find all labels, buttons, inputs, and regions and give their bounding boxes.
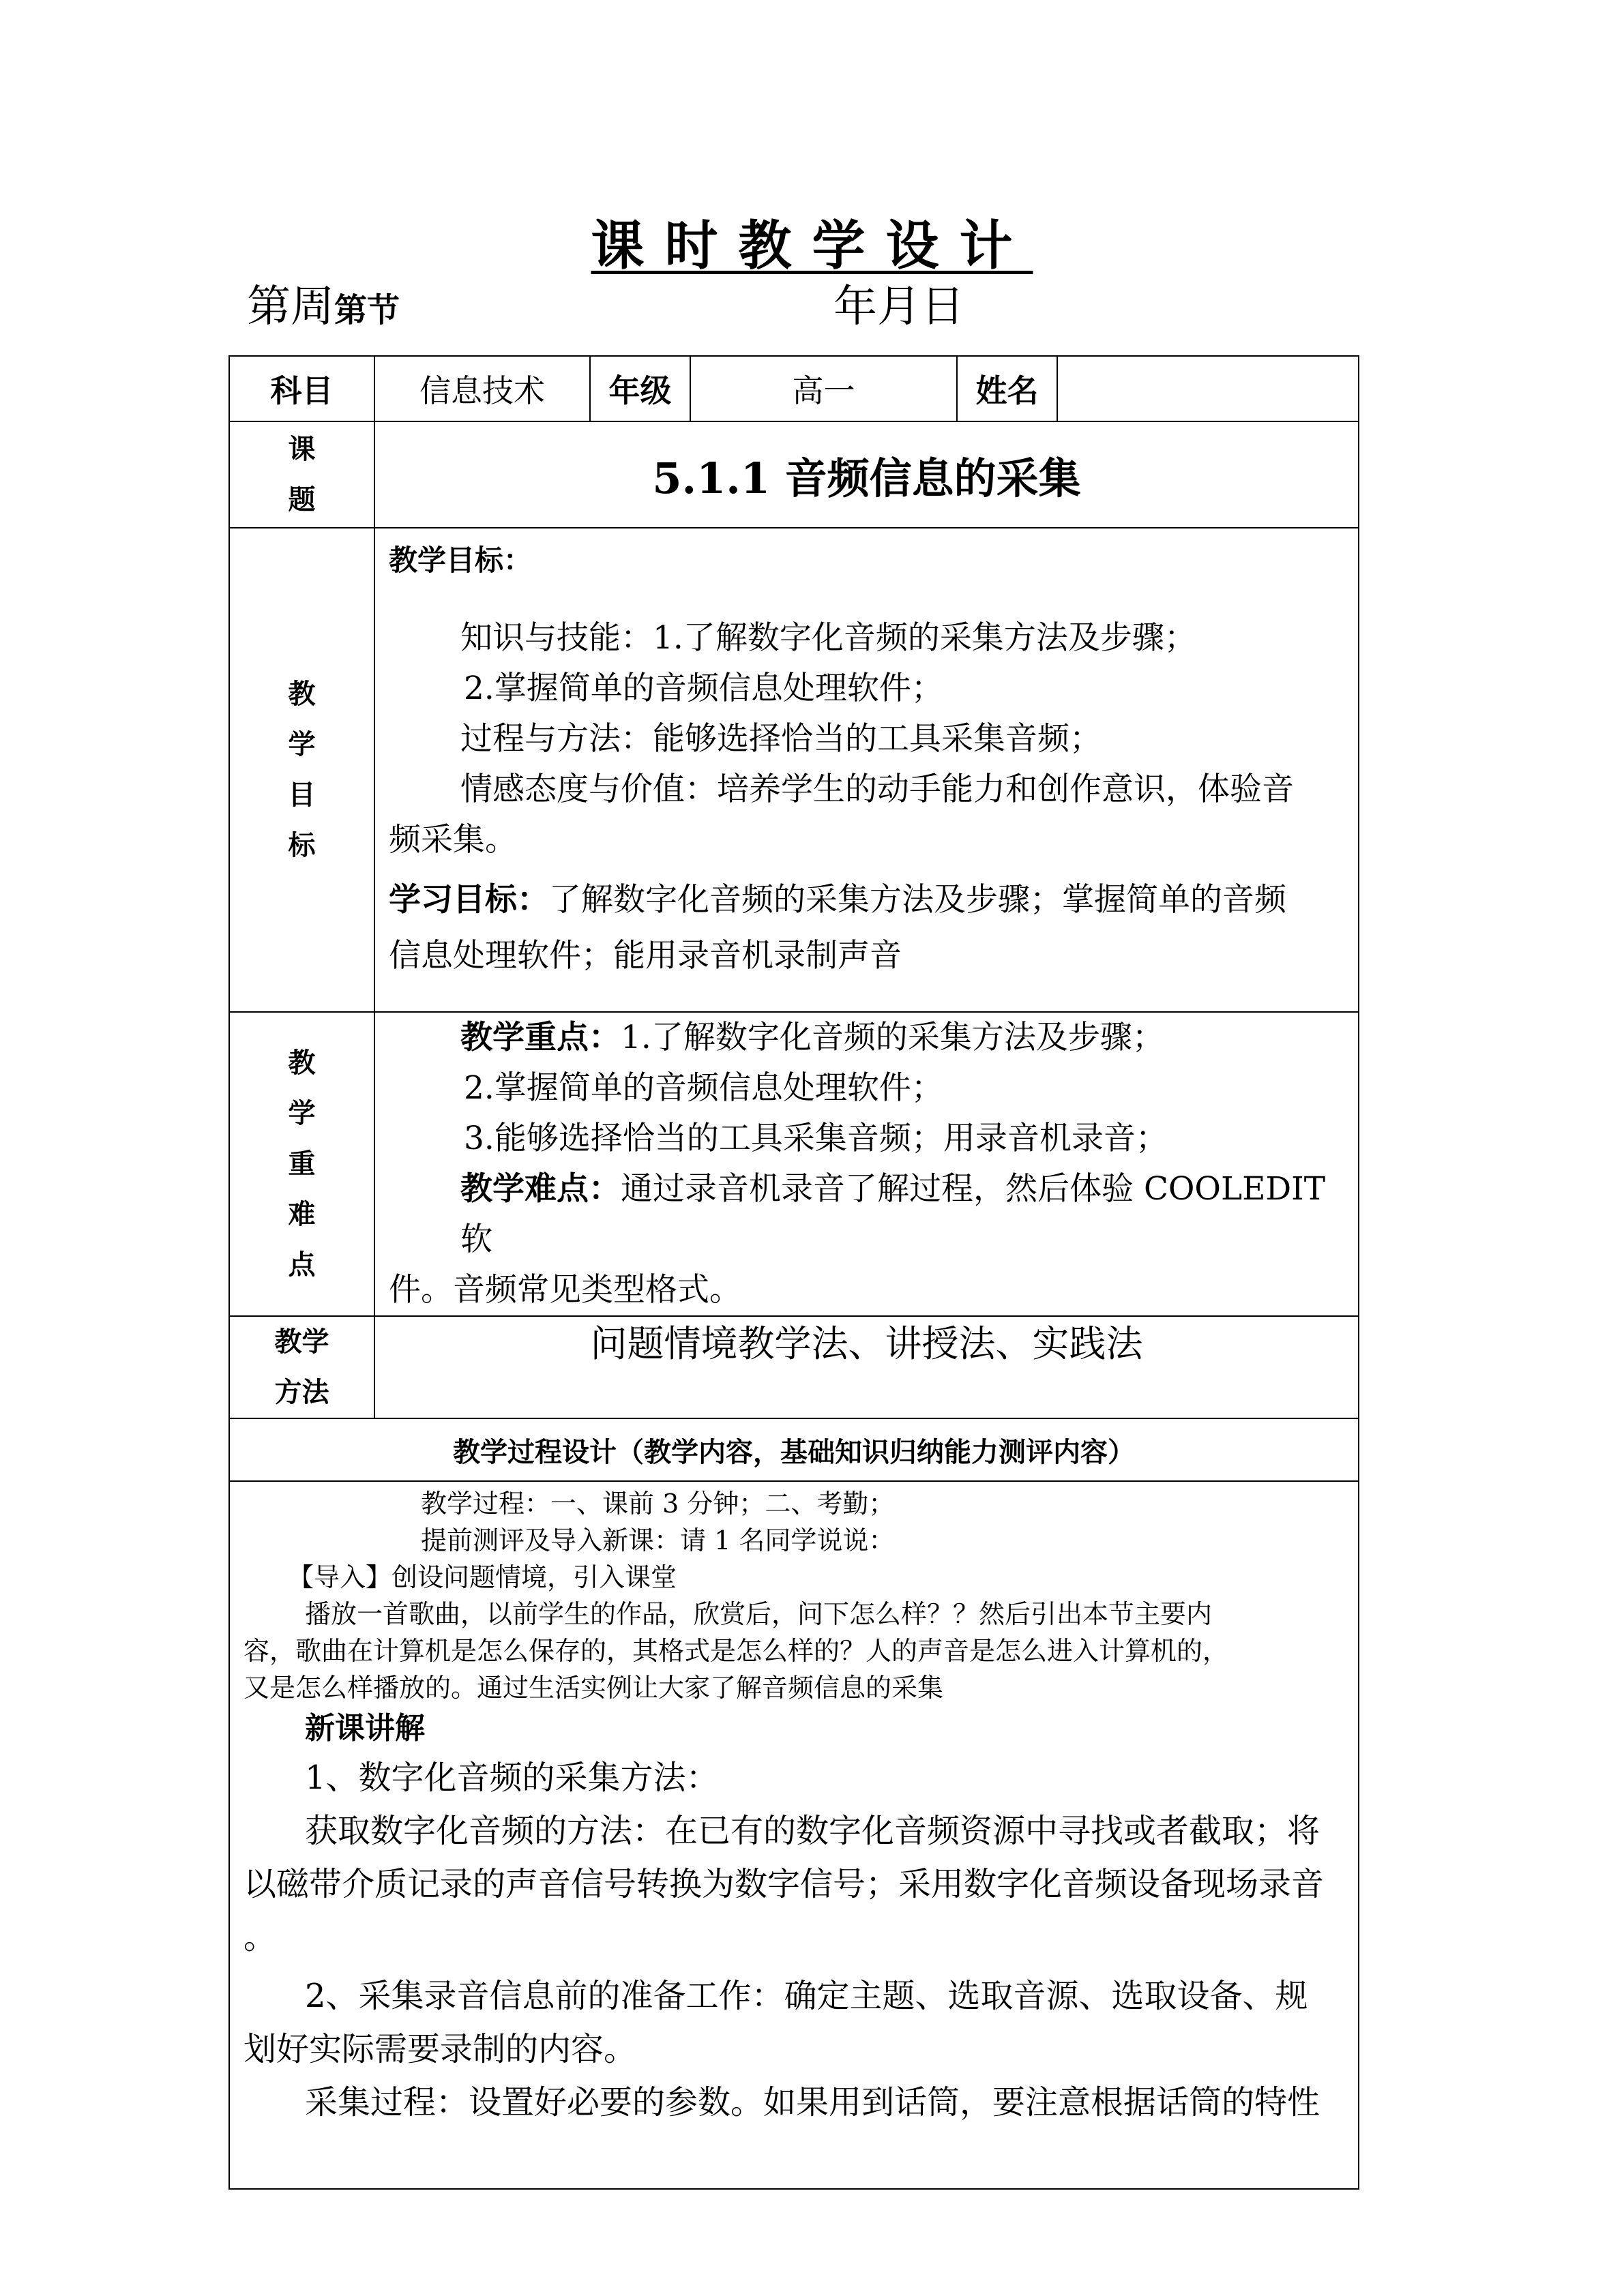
process-line-5: 容，歌曲在计算机是怎么保存的，其格式是怎么样的？人的声音是怎么进入计算机的， (243, 1636, 1229, 1666)
date-label: 年月日 (833, 282, 964, 332)
week-label: 第周第节 (247, 282, 400, 332)
grade-value: 高一 (690, 356, 957, 421)
topic-row (229, 421, 1359, 528)
process-line-2: 提前测评及导入新课：请 1 名同学说说： (421, 1525, 895, 1555)
focus-3: 3.能够选择恰当的工具采集音频；用录音机录音； (464, 1120, 1168, 1157)
difficulty-1: 教学难点：通过录音机录音了解过程，然后体验 COOLEDIT 软 (460, 1170, 1326, 1258)
method-row (229, 1316, 1359, 1418)
subject-label: 科目 (229, 356, 374, 421)
process-line-4: 播放一首歌曲，以前学生的作品，欣赏后，问下怎么样？？然后引出本节主要内 (305, 1599, 1213, 1629)
topic-value: 5.1.1 音频信息的采集 (374, 421, 1359, 528)
process-row (229, 1481, 1359, 2189)
info-row (229, 356, 1359, 421)
item-1-heading: 1、数字化音频的采集方法： (305, 1759, 719, 1797)
item-2-line-2: 划好实际需要录制的内容。 (243, 2030, 637, 2068)
process-line-3: 【导入】创设问题情境，引入课堂 (288, 1562, 677, 1592)
learning-goal-2: 信息处理软件；能用录音机录制声音 (389, 937, 902, 974)
process-line-1: 教学过程：一、课前 3 分钟；二、考勤； (421, 1489, 895, 1519)
grade-label: 年级 (590, 356, 690, 421)
page-title: 课时教学设计 (591, 215, 1033, 277)
goal-emotion-1: 情感态度与价值：培养学生的动手能力和创作意识，体验音 (460, 771, 1294, 808)
process-content (229, 1481, 1359, 2189)
key-points-label: 教 学 重 难 点 (229, 1012, 374, 1316)
process-heading-row (229, 1418, 1359, 1481)
name-label: 姓名 (957, 356, 1057, 421)
difficulty-2: 件。音频常见类型格式。 (389, 1271, 741, 1309)
key-points-content (374, 1012, 1359, 1316)
section-label: 第节 (334, 291, 400, 329)
goals-heading: 教学目标： (389, 543, 533, 577)
key-points-row (229, 1012, 1359, 1316)
item-1-body-2: 以磁带介质记录的声音信号转换为数字信号；采用数字化音频设备现场录音 (243, 1865, 1325, 1903)
goal-knowledge: 知识与技能：1.了解数字化音频的采集方法及步骤； (460, 619, 1196, 657)
item-1-body-3: 。 (243, 1918, 277, 1956)
goal-emotion-2: 频采集。 (389, 821, 517, 859)
subject-value: 信息技术 (374, 356, 590, 421)
goals-row (229, 528, 1359, 1012)
goal-knowledge-2: 2.掌握简单的音频信息处理软件； (464, 670, 943, 707)
learning-goal-1: 学习目标：了解数字化音频的采集方法及步骤；掌握简单的音频 (389, 881, 1286, 919)
goal-process: 过程与方法：能够选择恰当的工具采集音频； (460, 720, 1102, 758)
new-lesson-heading: 新课讲解 (305, 1711, 425, 1746)
method-value: 问题情境教学法、讲授法、实践法 (374, 1316, 1359, 1418)
goals-content (374, 528, 1359, 1012)
item-3-line: 采集过程：设置好必要的参数。如果用到话筒，要注意根据话筒的特性 (305, 2083, 1320, 2121)
goals-label: 教 学 目 标 (229, 528, 374, 1012)
method-label: 教学 方法 (229, 1316, 374, 1418)
item-1-body-1: 获取数字化音频的方法：在已有的数字化音频资源中寻找或者截取；将 (305, 1812, 1320, 1850)
process-heading: 教学过程设计（教学内容，基础知识归纳能力测评内容） (229, 1418, 1359, 1481)
focus-1: 教学重点：1.了解数字化音频的采集方法及步骤； (460, 1019, 1164, 1056)
item-2-line-1: 2、采集录音信息前的准备工作：确定主题、选取音源、选取设备、规 (305, 1977, 1308, 2015)
lesson-plan-table (228, 355, 1359, 2190)
focus-2: 2.掌握简单的音频信息处理软件； (464, 1069, 943, 1107)
name-value (1057, 356, 1359, 421)
topic-label: 课 题 (229, 421, 374, 528)
process-line-6: 又是怎么样播放的。通过生活实例让大家了解音频信息的采集 (243, 1673, 944, 1703)
